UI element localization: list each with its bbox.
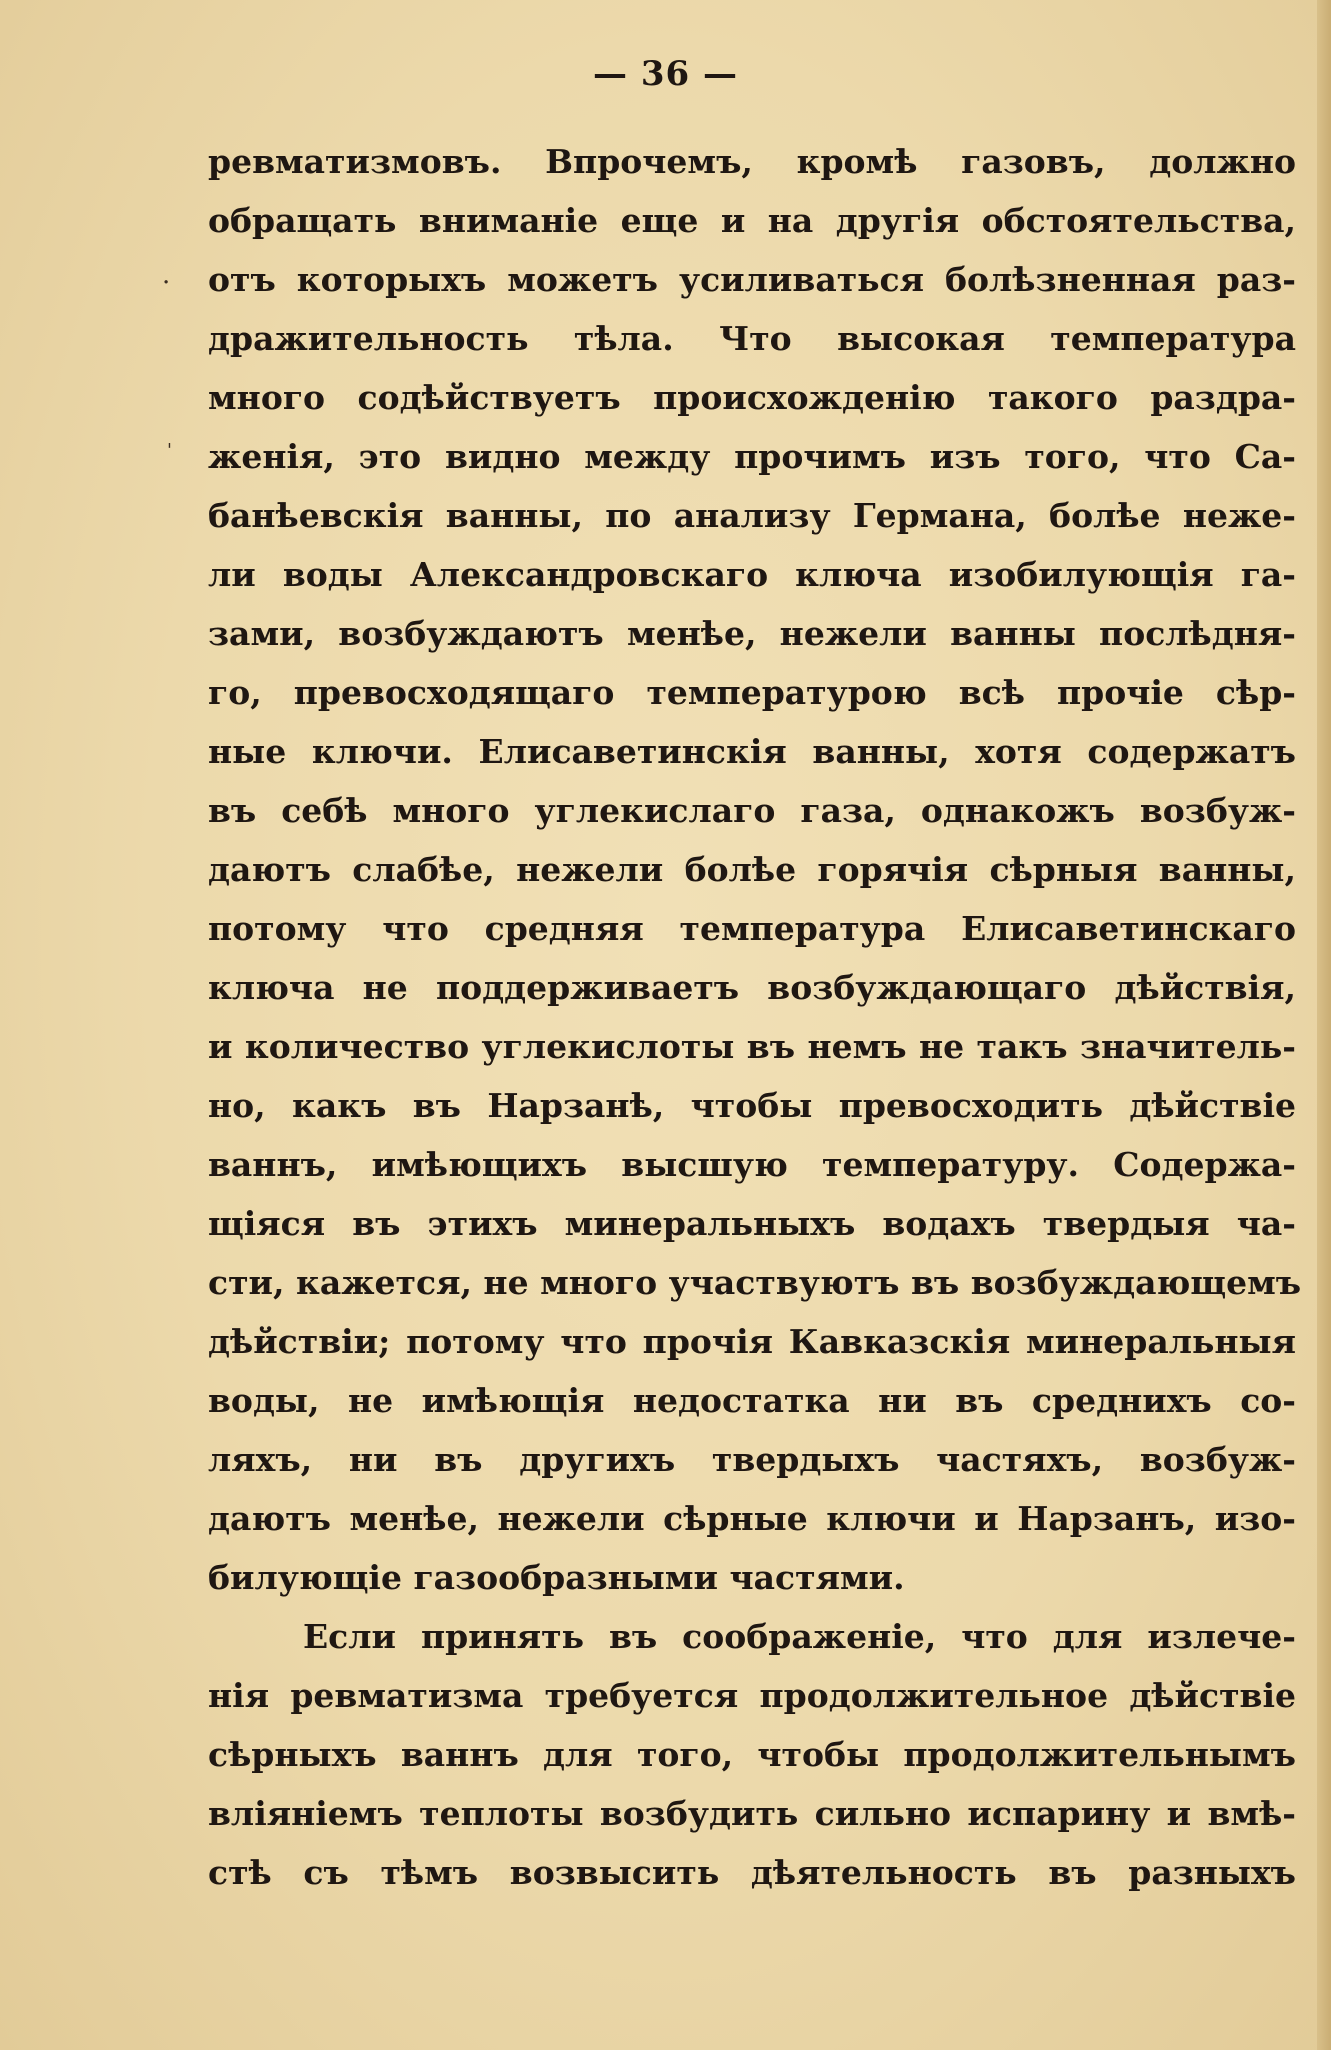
text-line: потому что средняя температура Елисаветинскаго: [208, 909, 1296, 948]
text-line: ляхъ, ни въ другихъ твердыхъ частяхъ, возбуж-: [208, 1440, 1296, 1479]
text-line: много содѣйствуетъ происхожденію такого раздра-: [208, 378, 1296, 417]
text-line: банѣевскія ванны, по анализу Германа, болѣе неже-: [208, 496, 1296, 535]
text-line: билующіе газообразными частями.: [208, 1558, 905, 1597]
text-line: зами, возбуждаютъ менѣе, нежели ванны послѣдня-: [208, 614, 1296, 653]
text-line: го, превосходящаго температурою всѣ прочіе сѣр-: [208, 673, 1296, 712]
text-line: воды, не имѣющія недостатка ни въ среднихъ со-: [208, 1381, 1296, 1420]
text-line: нія ревматизма требуется продолжительное дѣйствіе: [208, 1676, 1296, 1715]
text-line: ревматизмовъ. Впрочемъ, кромѣ газовъ, должно: [208, 142, 1296, 181]
margin-mark: ·: [162, 268, 171, 298]
text-line: ли воды Александровскаго ключа изобилующія га-: [208, 555, 1296, 594]
text-line: дражительность тѣла. Что высокая температура: [208, 319, 1296, 358]
text-line: даютъ менѣе, нежели сѣрные ключи и Нарзанъ, изо-: [208, 1499, 1296, 1538]
text-line: сти, кажется, не много участвуютъ въ возбуждающемъ: [208, 1263, 1302, 1302]
text-line: стѣ съ тѣмъ возвысить дѣятельность въ разныхъ: [208, 1853, 1296, 1892]
text-line: женія, это видно между прочимъ изъ того, что Са-: [208, 437, 1296, 476]
text-line: сѣрныхъ ваннъ для того, чтобы продолжительнымъ: [208, 1735, 1296, 1774]
text-line: въ себѣ много углекислаго газа, однакожъ возбуж-: [208, 791, 1296, 830]
text-line: ключа не поддерживаетъ возбуждающаго дѣйствія,: [208, 968, 1296, 1007]
text-line: обращать вниманіе еще и на другія обстоятельства,: [208, 201, 1296, 240]
text-line: и количество углекислоты въ немъ не такъ значитель-: [208, 1027, 1296, 1066]
text-line: ваннъ, имѣющихъ высшую температуру. Содержа-: [208, 1145, 1296, 1184]
text-line: ные ключи. Елисаветинскія ванны, хотя содержатъ: [208, 732, 1296, 771]
page-number: — 36 —: [593, 54, 738, 94]
text-line: но, какъ въ Нарзанѣ, чтобы превосходить дѣйствіе: [208, 1086, 1296, 1125]
text-line: дѣйствіи; потому что прочія Кавказскія минеральныя: [208, 1322, 1296, 1361]
text-line: вліяніемъ теплоты возбудить сильно испарину и вмѣ-: [208, 1794, 1296, 1833]
text-line: щіяся въ этихъ минеральныхъ водахъ твердыя ча-: [208, 1204, 1296, 1243]
body-text: [208, 132, 1302, 1902]
margin-mark: ': [167, 440, 172, 461]
paragraph-first-line: Если принять въ соображеніе, что для излече-: [303, 1617, 1296, 1656]
text-line: отъ которыхъ можетъ усиливаться болѣзненная раз-: [208, 260, 1296, 299]
text-line: даютъ слабѣе, нежели болѣе горячія сѣрныя ванны,: [208, 850, 1296, 889]
page-edge: [1317, 0, 1331, 2050]
